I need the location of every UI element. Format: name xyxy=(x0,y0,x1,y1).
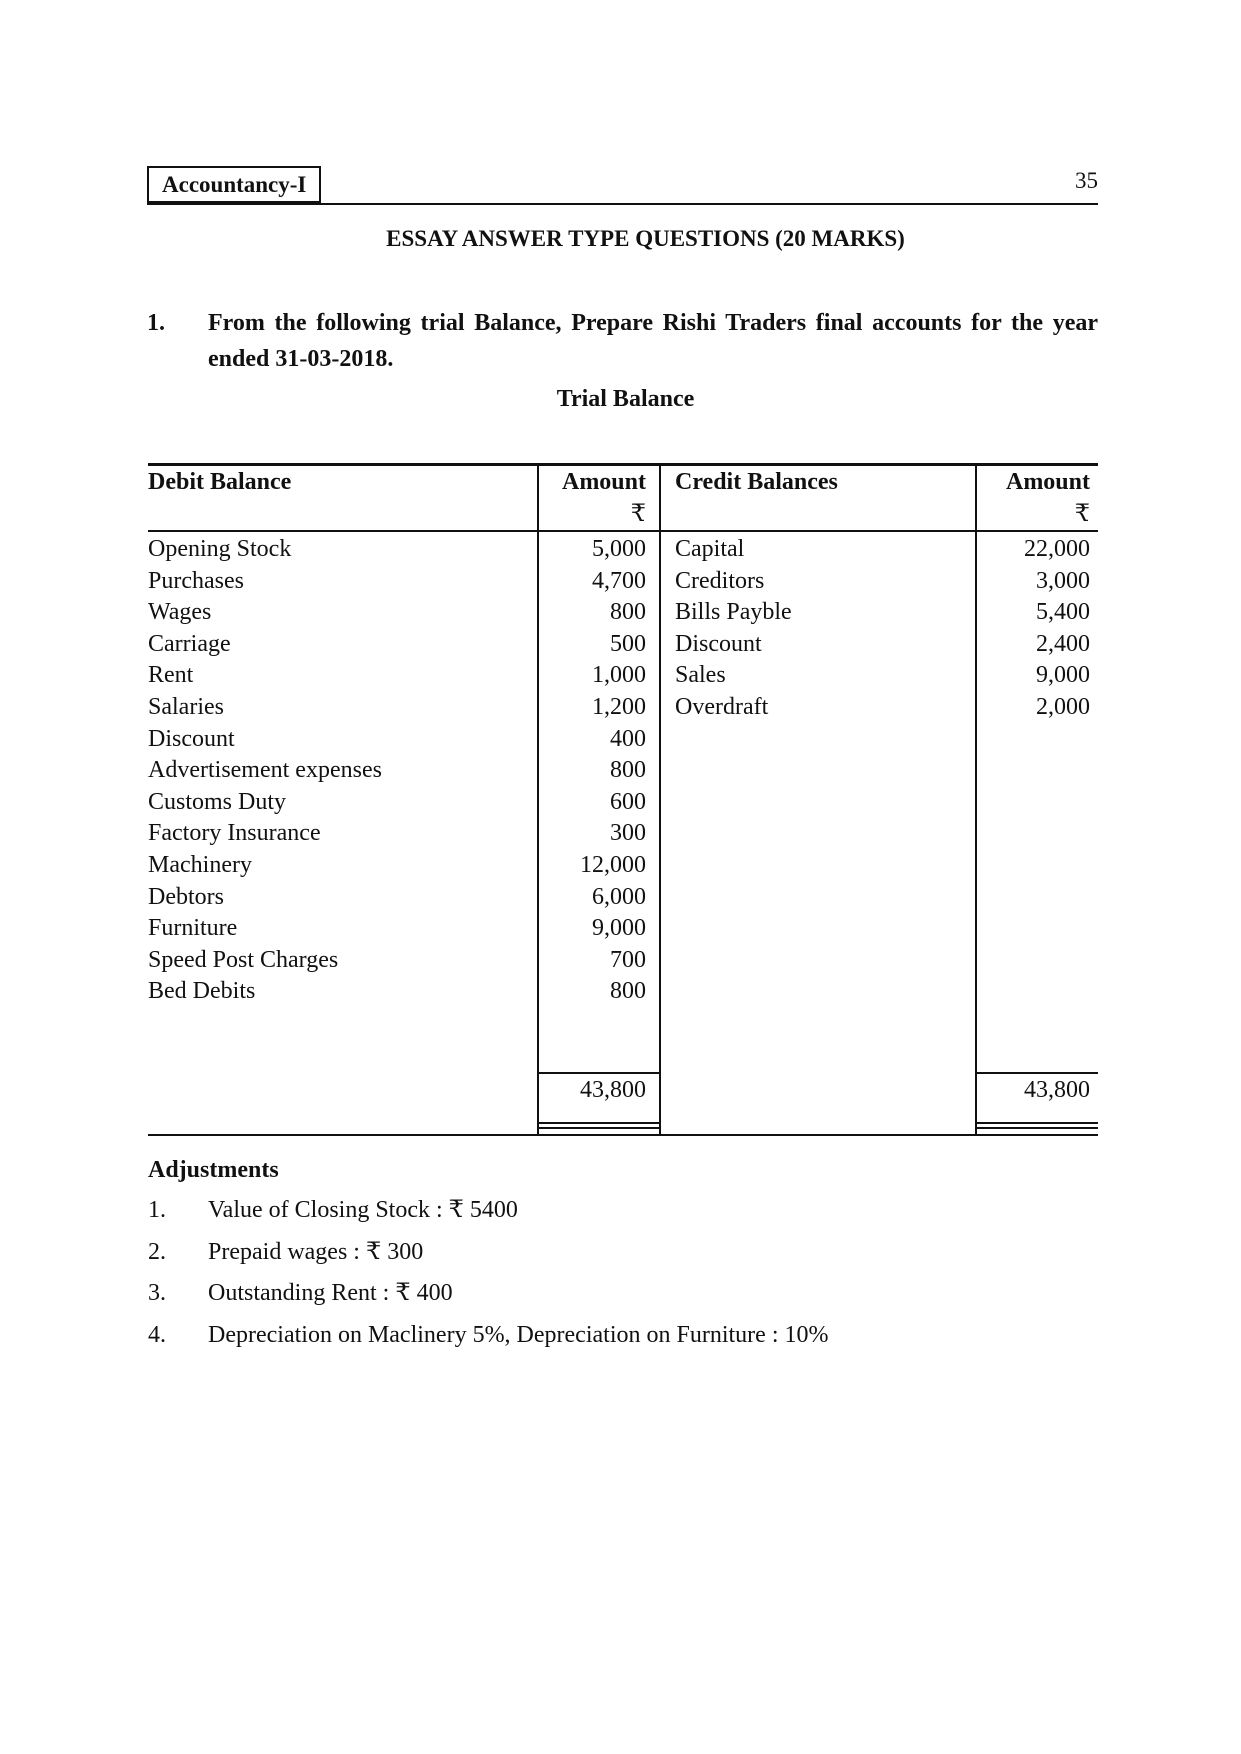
header-debit-amount: Amount xyxy=(561,469,646,495)
debit-row-amount: 5,000 xyxy=(592,536,646,562)
adjustment-number: 4. xyxy=(148,1322,166,1349)
debit-row-name: Factory Insurance xyxy=(148,820,321,847)
adjustments-title: Adjustments xyxy=(148,1157,279,1183)
credit-row-name: Capital xyxy=(675,536,745,562)
question-text: From the following trial Balance, Prepare Rishi Traders final accounts for the year ended 31-03-2018. xyxy=(208,310,1098,372)
credit-row-name: Sales xyxy=(675,662,726,689)
adjustment-number: 1. xyxy=(148,1197,166,1223)
debit-total-double-rule xyxy=(539,1122,659,1124)
credit-row-name: Creditors xyxy=(675,567,765,594)
debit-row-amount: 9,000 xyxy=(592,915,646,942)
credit-total-double-rule xyxy=(977,1122,1098,1124)
debit-row-amount: 300 xyxy=(610,820,646,847)
header-credit-currency: ₹ xyxy=(1074,501,1090,527)
debit-row-amount: 12,000 xyxy=(580,852,646,878)
debit-row-amount: 700 xyxy=(610,946,646,973)
credit-row-amount: 2,000 xyxy=(1036,694,1090,720)
debit-row-name: Debtors xyxy=(148,883,224,910)
debit-row-name: Carriage xyxy=(148,630,231,657)
column-divider xyxy=(659,463,661,1136)
debit-row-name: Rent xyxy=(148,662,194,689)
credit-total-double-rule xyxy=(977,1127,1098,1129)
credit-row-amount: 2,400 xyxy=(1036,630,1090,657)
debit-row-name: Bed Debits xyxy=(148,978,256,1005)
header-credit-amount: Amount xyxy=(1005,469,1090,495)
credit-row-amount: 5,400 xyxy=(1036,599,1090,626)
debit-row-name: Machinery xyxy=(148,852,252,878)
debit-row-name: Customs Duty xyxy=(148,788,287,815)
debit-subtotal-rule xyxy=(539,1072,659,1074)
credit-row-name: Overdraft xyxy=(675,694,769,720)
debit-row-amount: 1,000 xyxy=(592,662,646,689)
adjustment-number: 2. xyxy=(148,1238,166,1265)
debit-total: 43,800 xyxy=(580,1077,646,1103)
adjustment-text: Value of Closing Stock : ₹ 5400 xyxy=(208,1197,518,1223)
debit-row-name: Salaries xyxy=(148,694,224,720)
debit-row-name: Speed Post Charges xyxy=(148,946,339,973)
trial-balance-table xyxy=(148,463,1098,1136)
debit-row-amount: 6,000 xyxy=(592,883,646,910)
adjustment-text: Prepaid wages : ₹ 300 xyxy=(208,1238,424,1265)
header-bottom-rule xyxy=(148,530,1098,532)
credit-total: 43,800 xyxy=(1024,1077,1090,1103)
debit-row-name: Purchases xyxy=(148,567,244,594)
credit-subtotal-rule xyxy=(977,1072,1098,1074)
debit-row-name: Opening Stock xyxy=(148,536,292,562)
credit-row-amount: 3,000 xyxy=(1036,567,1090,594)
debit-row-amount: 1,200 xyxy=(592,694,646,720)
header-credit-balances: Credit Balances xyxy=(675,469,838,495)
credit-row-name: Discount xyxy=(675,630,762,657)
table-top-rule xyxy=(148,463,1098,466)
debit-row-name: Discount xyxy=(148,725,235,752)
debit-row-amount: 500 xyxy=(610,630,646,657)
credit-row-amount: 22,000 xyxy=(1024,536,1090,562)
question-number: 1. xyxy=(147,310,165,336)
debit-row-amount: 600 xyxy=(610,788,646,815)
debit-row-amount: 800 xyxy=(610,978,646,1005)
page-number: 35 xyxy=(1075,168,1098,193)
debit-total-double-rule xyxy=(539,1127,659,1129)
credit-row-name: Bills Payble xyxy=(675,599,792,626)
table-bottom-rule xyxy=(148,1134,1098,1136)
debit-row-name: Wages xyxy=(148,599,212,626)
page-header xyxy=(147,166,1098,205)
trial-balance-title: Trial Balance xyxy=(556,386,695,412)
header-debit-balance: Debit Balance xyxy=(148,469,292,495)
debit-row-amount: 4,700 xyxy=(592,567,646,594)
adjustment-text: Depreciation on Maclinery 5%, Depreciation on Furniture : 10% xyxy=(208,1322,829,1349)
credit-row-amount: 9,000 xyxy=(1036,662,1090,689)
header-debit-currency: ₹ xyxy=(630,501,646,527)
debit-row-name: Advertisement expenses xyxy=(148,757,382,784)
adjustment-text: Outstanding Rent : ₹ 400 xyxy=(208,1280,453,1307)
debit-row-name: Furniture xyxy=(148,915,238,942)
debit-row-amount: 800 xyxy=(610,757,646,784)
section-title: ESSAY ANSWER TYPE QUESTIONS (20 MARKS) xyxy=(386,226,905,251)
debit-row-amount: 400 xyxy=(610,725,646,752)
subject-label: Accountancy-I xyxy=(147,166,321,203)
adjustment-number: 3. xyxy=(148,1280,166,1307)
debit-row-amount: 800 xyxy=(610,599,646,626)
